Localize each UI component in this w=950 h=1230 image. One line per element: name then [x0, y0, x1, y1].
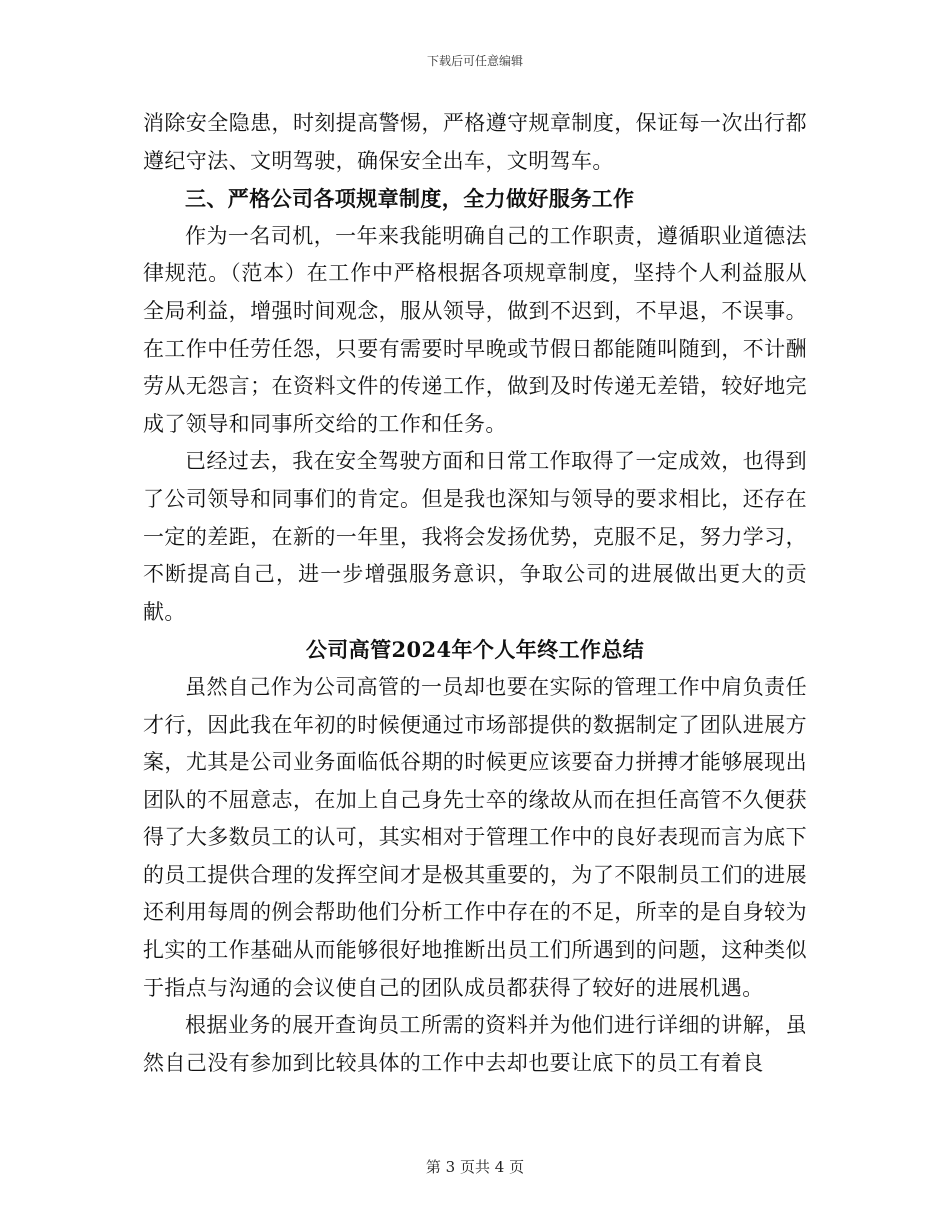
- page-header: 下载后可任意编辑: [426, 54, 523, 68]
- paragraph-duty: 作为一名司机，一年来我能明确自己的工作职责，遵循职业道德法律规范。（范本）在工作中严格根据各项规章制度，坚持个人利益服从全局利益，增强时间观念，服从领导，做到不迟到，不早退，不误事。在工作中任劳任怨，只要有需要时早晚或节假日都能随叫随到，不计酬劳从无怨言；在资料文件的传递工作，做到及时传递无差错，较好地完成了领导和同事所交给的工作和任务。: [143, 223, 807, 436]
- paragraph-continued: 消除安全隐患，时刻提高警惕，严格遵守规章制度，保证每一次出行都遵纪守法、文明驾驶，确保安全出车，文明驾车。: [143, 111, 807, 173]
- paragraph-summary: 已经过去，我在安全驾驶方面和日常工作取得了一定成效，也得到了公司领导和同事们的肯定。但是我也深知与领导的要求相比，还存在一定的差距，在新的一年里，我将会发扬优势，克服不足，努力学习，不断提高自己，进一步增强服务意识，争取公司的进展做出更大的贡献。: [143, 449, 807, 624]
- section-heading: 三、严格公司各项规章制度，全力做好服务工作: [185, 186, 635, 212]
- page-footer: 第 3 页共 4 页: [425, 1158, 525, 1176]
- document-body: [143, 105, 807, 1082]
- paragraph-exec-2: 根据业务的展开查询员工所需的资料并为他们进行详细的讲解，虽然自己没有参加到比较具体的工作中去却也要让底下的员工有着良: [143, 1013, 807, 1075]
- paragraph-exec-1: 虽然自己作为公司高管的一员却也要在实际的管理工作中肩负责任才行，因此我在年初的时候便通过市场部提供的数据制定了团队进展方案，尤其是公司业务面临低谷期的时候更应该要奋力拼搏才能够展现出团队的不屈意志，在加上自己身先士卒的缘故从而在担任高管不久便获得了大多数员工的认可，其实相对于管理工作中的良好表现而言为底下的员工提供合理的发挥空间才是极其重要的，为了不限制员工们的进展还利用每周的例会帮助他们分析工作中存在的不足，所幸的是自身较为扎实的工作基础从而能够很好地推断出员工们所遇到的问题，这种类似于指点与沟通的会议使自己的团队成员都获得了较好的进展机遇。: [143, 674, 807, 1000]
- document-title: 公司高管2024年个人年终工作总结: [305, 637, 645, 663]
